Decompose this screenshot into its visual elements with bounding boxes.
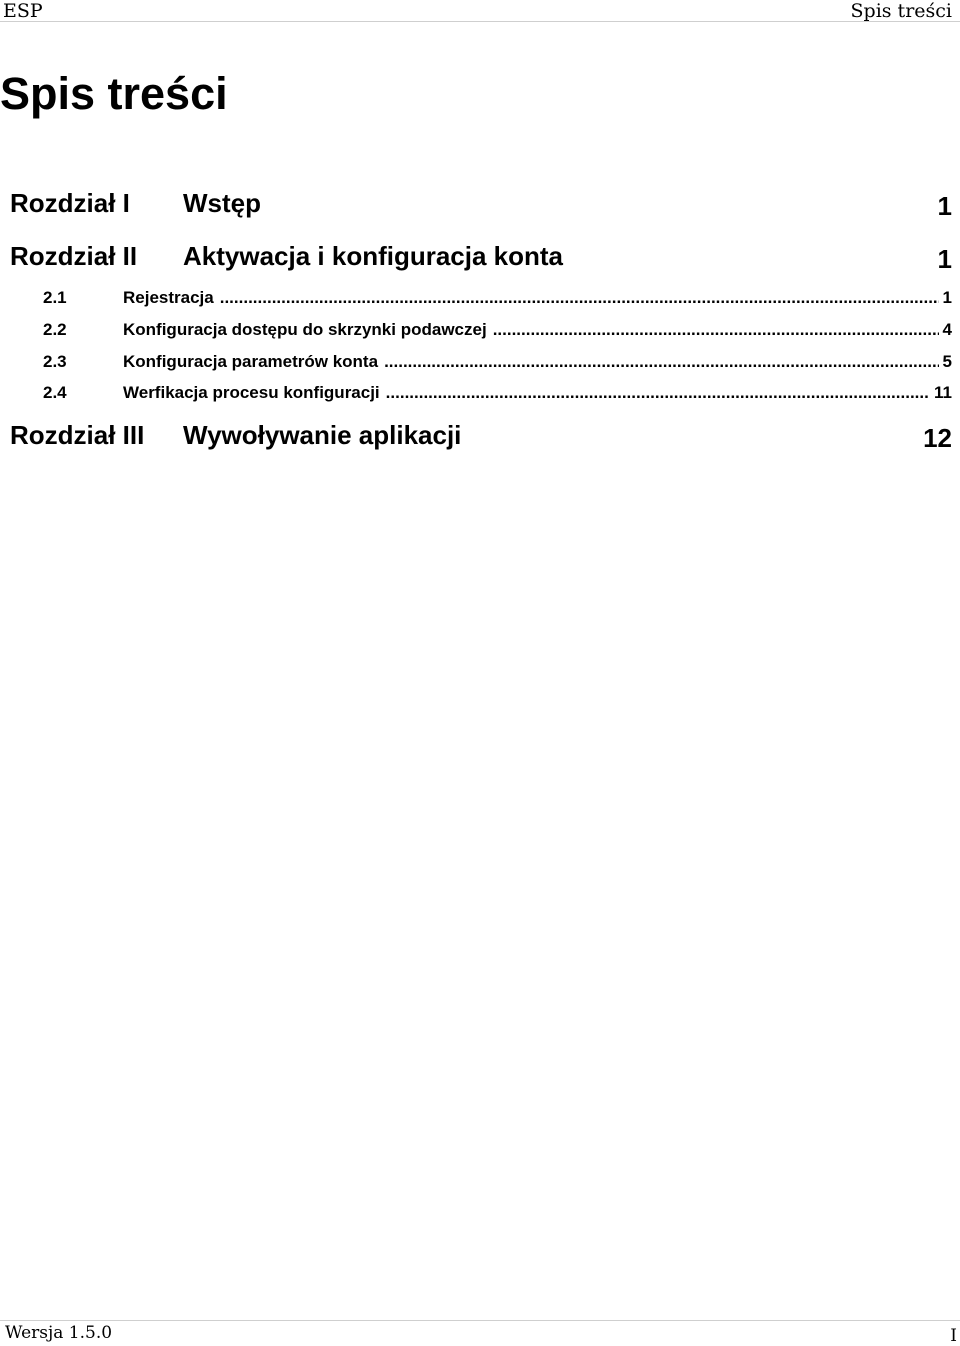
footer-divider	[0, 1320, 960, 1321]
chapter-label: Rozdział II	[10, 241, 138, 271]
chapter-label: Rozdział III	[10, 420, 145, 450]
section-number: 2.2	[43, 320, 67, 339]
section-title: Konfiguracja parametrów konta	[123, 352, 379, 371]
section-page-number: 4	[942, 320, 952, 339]
dot-leader	[220, 288, 939, 308]
section-title: Rejestracja	[123, 288, 214, 307]
chapter-title: Wstęp	[183, 188, 261, 218]
section-page-number: 11	[934, 383, 952, 402]
toc-section-2-3[interactable]	[0, 352, 960, 374]
toc-section-2-2[interactable]	[0, 320, 960, 342]
section-number: 2.3	[43, 352, 67, 371]
header-divider	[0, 21, 960, 22]
chapter-title: Aktywacja i konfiguracja konta	[183, 241, 564, 271]
dot-leader	[384, 352, 938, 372]
chapter-label: Rozdział I	[10, 188, 130, 218]
chapter-page-number: 1	[937, 244, 952, 274]
toc-chapter-1[interactable]	[0, 188, 960, 222]
toc-section-2-1[interactable]	[0, 288, 960, 310]
version-footer: Wersja 1.5.0	[5, 1323, 113, 1343]
toc-chapter-3[interactable]	[0, 420, 960, 454]
running-header-right: Spis treści	[850, 0, 952, 22]
section-line	[123, 383, 952, 403]
section-page-number: 1	[942, 288, 952, 307]
section-line	[123, 288, 952, 308]
chapter-title: Wywoływanie aplikacji	[183, 420, 462, 450]
dot-leader	[386, 383, 930, 403]
section-line	[123, 320, 952, 340]
section-title: Konfiguracja dostępu do skrzynki podawczej	[123, 320, 487, 339]
section-line	[123, 352, 952, 372]
running-header-left: ESP	[3, 0, 43, 22]
section-page-number: 5	[942, 352, 952, 371]
page-number-footer: I	[950, 1326, 957, 1346]
dot-leader	[493, 320, 939, 340]
section-number: 2.1	[43, 288, 67, 307]
toc-chapter-2[interactable]	[0, 241, 960, 275]
section-number: 2.4	[43, 383, 67, 402]
chapter-page-number: 1	[937, 191, 952, 221]
chapter-page-number: 12	[923, 423, 952, 453]
toc-section-2-4[interactable]	[0, 383, 960, 405]
page-title: Spis treści	[0, 68, 228, 119]
section-title: Werfikacja procesu konfiguracji	[123, 383, 380, 402]
